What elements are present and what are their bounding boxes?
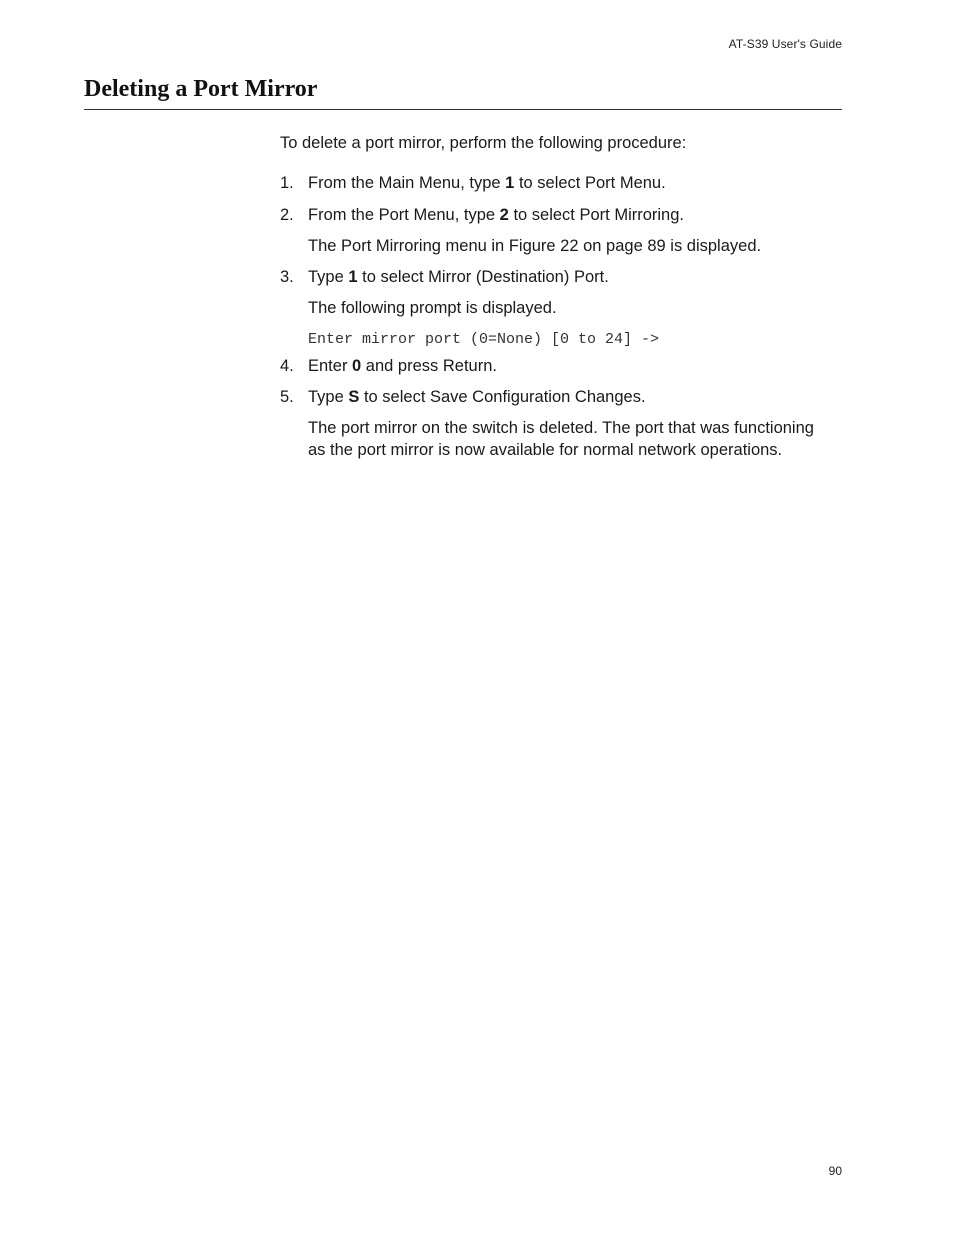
step-key: S xyxy=(348,388,360,406)
step-key: 1 xyxy=(348,268,358,286)
step-result-note: The following prompt is displayed. xyxy=(308,299,557,317)
step-key: 2 xyxy=(499,206,509,224)
step-key: 1 xyxy=(505,174,515,192)
intro-paragraph: To delete a port mirror, perform the following procedure: xyxy=(280,134,687,152)
step-text: Type 1 to select Mirror (Destination) Port. xyxy=(308,268,609,286)
step-key: 0 xyxy=(352,357,362,375)
running-header: AT-S39 User's Guide xyxy=(728,37,842,51)
step-number: 3. xyxy=(280,268,294,286)
step-result-note: The port mirror on the switch is deleted. The port that was functioning as the port mirror is now available for normal network operations. xyxy=(308,419,814,459)
step-text: Enter 0 and press Return. xyxy=(308,357,497,375)
step-text: Type S to select Save Configuration Changes. xyxy=(308,388,646,406)
page-number: 90 xyxy=(828,1164,842,1178)
step-number: 5. xyxy=(280,388,294,406)
title-divider xyxy=(84,109,842,110)
step-text: From the Main Menu, type 1 to select Port Menu. xyxy=(308,174,666,192)
step-number: 4. xyxy=(280,357,294,375)
step-result-note: The Port Mirroring menu in Figure 22 on page 89 is displayed. xyxy=(308,237,762,255)
console-prompt: Enter mirror port (0=None) [0 to 24] -> xyxy=(308,331,660,348)
section-title: Deleting a Port Mirror xyxy=(84,76,318,102)
step-number: 2. xyxy=(280,206,294,224)
step-number: 1. xyxy=(280,174,294,192)
step-text: From the Port Menu, type 2 to select Port Mirroring. xyxy=(308,206,684,224)
